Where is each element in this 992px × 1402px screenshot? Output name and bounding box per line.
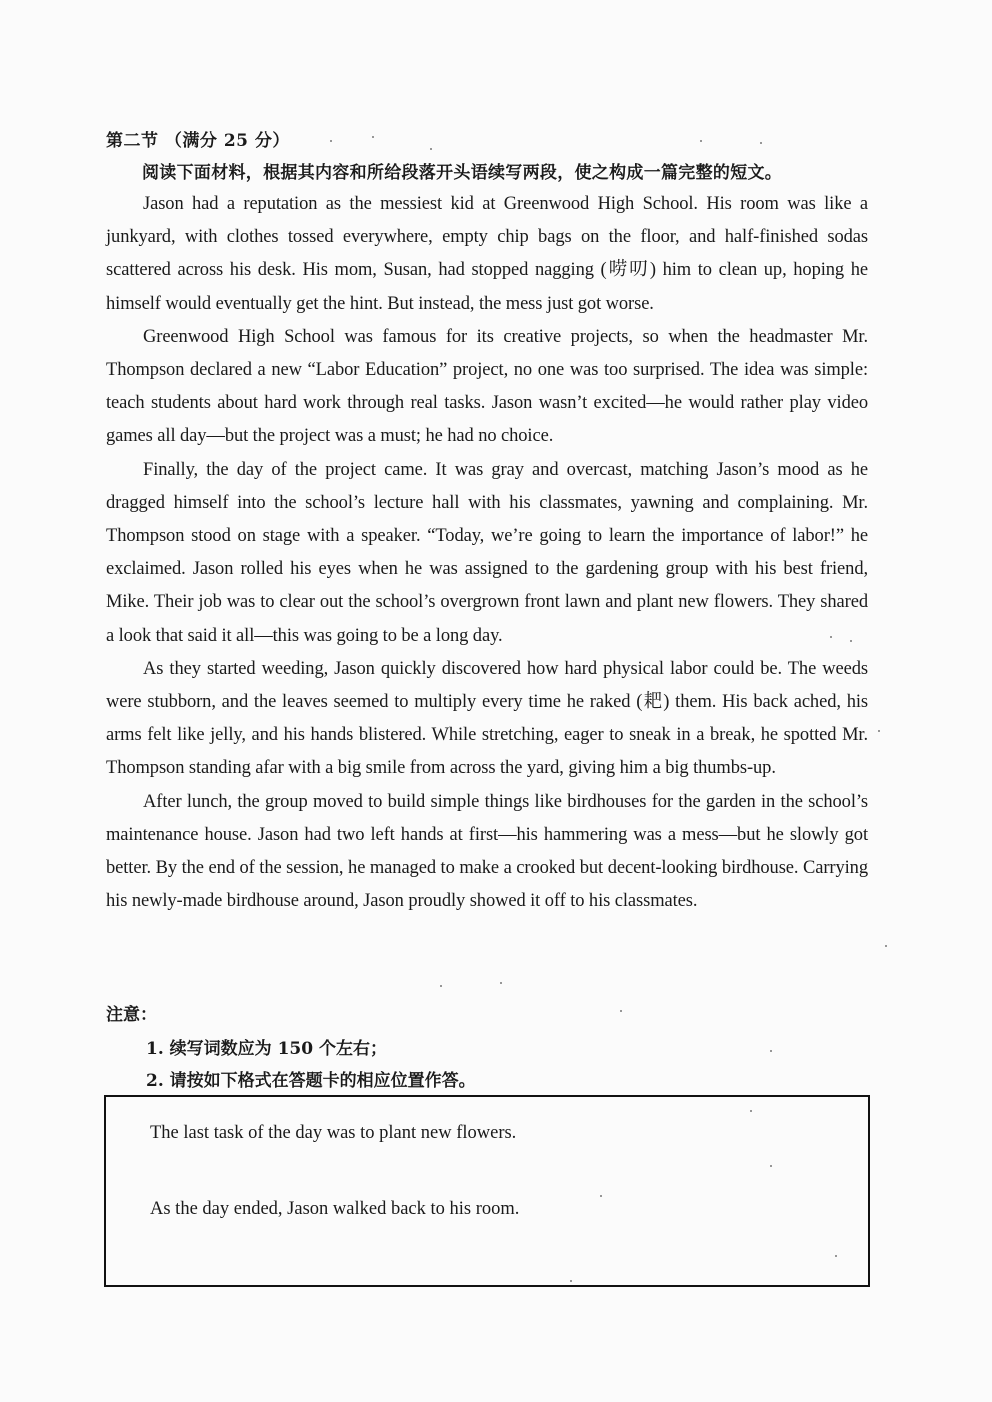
scan-speck <box>620 1010 622 1012</box>
scan-speck <box>700 140 702 142</box>
note-item: 2. 请按如下格式在答题卡的相应位置作答。 <box>146 1071 476 1091</box>
scan-speck <box>835 1255 837 1257</box>
scan-speck <box>770 1165 772 1167</box>
story-text <box>106 188 868 918</box>
scan-speck <box>330 140 332 142</box>
scan-speck <box>830 636 832 638</box>
scan-speck <box>770 1050 772 1052</box>
scan-speck <box>850 640 852 642</box>
task-instruction: 阅读下面材料，根据其内容和所给段落开头语续写两段，使之构成一篇完整的短文。 <box>142 163 783 183</box>
story-paragraph: Finally, the day of the project came. It was gray and overcast, matching Jason’s mood as he dragged himself into the school’s lecture hall with his classmates, yawning and complaining. Mr. Thompson stood on stage with a speaker. “Today, we’re going to learn the importance of labor!” he exclaimed. Jason rolled his eyes when he was assigned to the gardening group with his best friend, Mike. Their job was to clear out the school’s overgrown front lawn and plant new flowers. They shared a look that said it all—this was going to be a long day. <box>106 459 868 646</box>
story-paragraph: Jason had a reputation as the messiest kid at Greenwood High School. His room was like a junkyard, with clothes tossed everywhere, empty chip bags on the floor, and half-finished sodas scattered across his desk. His mom, Susan, had stopped nagging (唠叨) him to clean up, hoping he himself would eventually get the hint. But instead, the mess just got worse. <box>106 194 868 314</box>
paragraph-opener-2: As the day ended, Jason walked back to his room. <box>150 1199 520 1219</box>
scan-speck <box>440 985 442 987</box>
story-paragraph: As they started weeding, Jason quickly discovered how hard physical labor could be. The weeds were stubborn, and the leaves seemed to multiply every time he raked (耙) them. His back ached, his arms felt like jelly, and his hands blistered. While stretching, eager to sneak in a break, he spotted Mr. Thompson standing afar with a big smile from across the yard, giving him a big thumbs-up. <box>106 658 868 779</box>
scan-speck <box>570 1280 572 1282</box>
scan-speck <box>885 945 887 947</box>
note-item: 1. 续写词数应为 150 个左右； <box>146 1039 387 1059</box>
scan-speck <box>760 142 762 144</box>
notes-label: 注意： <box>106 1005 157 1025</box>
section-heading: 第二节 （满分 25 分） <box>106 131 290 151</box>
answer-box[interactable] <box>104 1095 870 1287</box>
scan-speck <box>500 982 502 984</box>
scan-speck <box>372 136 374 138</box>
scan-speck <box>430 148 432 150</box>
paragraph-opener-1: The last task of the day was to plant new flowers. <box>150 1123 517 1143</box>
scan-speck <box>600 1195 602 1197</box>
scan-speck <box>750 1110 752 1112</box>
story-paragraph: After lunch, the group moved to build simple things like birdhouses for the garden in the school’s maintenance house. Jason had two left hands at first—his hammering was a mess—but he slowly got better. By the end of the session, he managed to make a crooked but decent-looking birdhouse. Carrying his newly-made birdhouse around, Jason proudly showed it off to his classmates. <box>106 791 868 912</box>
story-paragraph: Greenwood High School was famous for its creative projects, so when the headmaster Mr. Thompson declared a new “Labor Education” project, no one was too surprised. The idea was simple: teach students about hard work through real tasks. Jason wasn’t excited—he would rather play video games all day—but the project was a must; he had no choice. <box>106 326 868 447</box>
scan-speck <box>878 730 880 732</box>
